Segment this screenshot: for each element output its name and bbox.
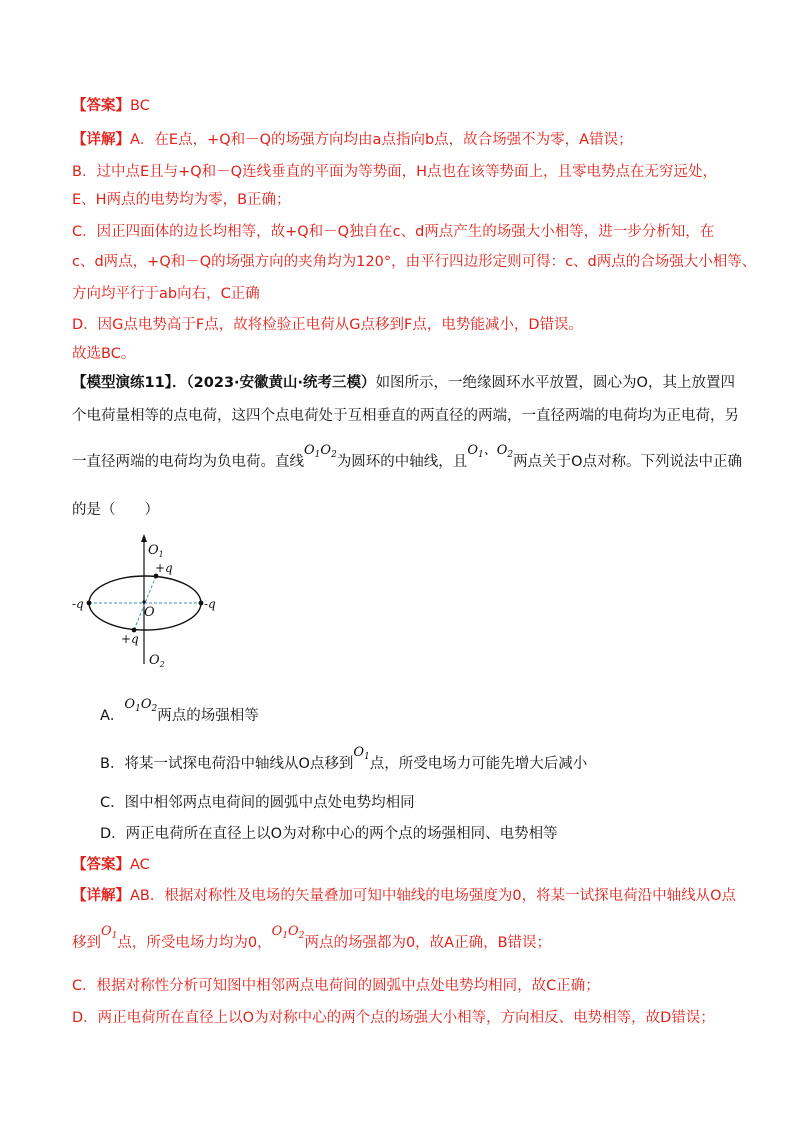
detail-line-c2: c、d两点，+Q和－Q的场强方向的夹角均为120°，由平行四边形定则可得：c、d两点的合场强大小相等、	[72, 254, 757, 270]
option-a-o1o2: $O_1O_2$	[124, 697, 158, 714]
option-a	[100, 697, 259, 731]
label-o2: $O_2$	[149, 653, 165, 669]
answer-line-1	[72, 96, 150, 116]
detail2-ab1-text: AB．根据对称性及电场的矢量叠加可知中轴线的电场强度为0，将某一试探电荷沿中轴线从O点	[130, 888, 737, 904]
label-neg-left: -q	[72, 597, 84, 611]
center-dot	[142, 600, 145, 603]
problem-tag: 【模型演练11】	[72, 375, 172, 391]
option-b-prefix: B．将某一试探电荷沿中轴线从O点移到	[100, 756, 354, 772]
charge-left-dot	[87, 601, 92, 606]
problem-source: ．（2023·安徽黄山·统考三模）	[171, 375, 376, 391]
detail2-tag: 【详解】	[72, 888, 130, 904]
label-o: O	[144, 605, 155, 620]
detail2-line-ab2	[72, 924, 552, 958]
o1-o2-label: $O_1$、$O_2$	[467, 443, 514, 460]
detail-line-d: D．因G点电势高于F点，故将检验正电荷从G点移到F点，电势能减小，D错误。	[72, 317, 583, 333]
answer-2-value: AC	[130, 857, 150, 873]
problem-text-3b: 为圆环的中轴线，且	[336, 454, 468, 470]
problem-text-3a: 一直径两端的电荷均为负电荷。直线	[72, 454, 304, 470]
answer-line-2	[72, 855, 150, 875]
option-b	[100, 745, 588, 779]
answer-tag: 【答案】	[72, 98, 130, 114]
label-pos-bottom: +q	[121, 632, 139, 646]
ring-figure	[72, 532, 232, 674]
option-b-o1: $O_1$	[353, 745, 370, 762]
conclusion-line: 故选BC。	[72, 346, 136, 362]
detail2-ab2-c: 两点的场强都为0，故A正确，B错误；	[304, 935, 552, 951]
option-a-prefix: A．	[100, 708, 125, 724]
detail2-line-c: C．根据对称性分析可知图中相邻两点电荷间的圆弧中点处电势均相同，故C正确；	[72, 978, 600, 994]
axis-arrow-icon	[141, 534, 147, 542]
detail-line-b1: B．过中点E且与+Q和－Q连线垂直的平面为等势面，H点也在该等势面上，且零电势点在无穷远处，	[72, 164, 717, 180]
problem-line-4: 的是（ ）	[72, 502, 159, 518]
detail2-o1: $O_1$	[101, 924, 118, 941]
detail2-line-d: D．两正电荷所在直径上以O为对称中心的两个点的场强大小相等，方向相反、电势相等，故D错误；	[72, 1010, 715, 1026]
detail-line-c1: C．因正四面体的边长均相等，故+Q和－Q独自在c、d两点产生的场强大小相等，进一步分析知，在	[72, 224, 715, 240]
problem-line-2: 个电荷量相等的点电荷，这四个点电荷处于互相垂直的两直径的两端，一直径两端的电荷均为正电荷，另	[72, 408, 739, 424]
detail2-line-ab1	[72, 886, 736, 906]
charge-right-dot	[199, 601, 204, 606]
problem-line-1	[72, 373, 735, 393]
label-pos-top: +q	[155, 561, 173, 575]
option-a-text: 两点的场强相等	[157, 708, 259, 724]
detail-line-c3: 方向均平行于ab向右，C正确	[72, 286, 260, 302]
detail2-ab2-a: 移到	[72, 935, 101, 951]
detail2-ab2-b: 点，所受电场力均为0，	[117, 935, 272, 951]
label-neg-right: -q	[204, 597, 216, 611]
problem-text-3c: 两点关于O点对称。下列说法中正确	[513, 454, 743, 470]
detail-tag: 【详解】	[72, 132, 130, 148]
detail-line-b2: E、H两点的电势均为零，B正确；	[72, 192, 291, 208]
option-c: C．图中相邻两点电荷间的圆弧中点处电势均相同	[100, 795, 415, 811]
o1o2-label: $O_1O_2$	[304, 443, 337, 460]
problem-text-1: 如图所示，一绝缘圆环水平放置，圆心为O，其上放置四	[375, 375, 735, 391]
option-d: D．两正电荷所在直径上以O为对称中心的两个点的场强相同、电势相等	[100, 826, 558, 842]
problem-line-3	[72, 443, 743, 477]
detail-a-text: A．在E点，+Q和－Q的场强方向均由a点指向b点，故合场强不为零，A错误；	[130, 132, 633, 148]
detail2-o1o2: $O_1O_2$	[271, 924, 305, 941]
answer-2-tag: 【答案】	[72, 857, 130, 873]
label-o1: $O_1$	[148, 543, 164, 559]
option-b-text: 点，所受电场力可能先增大后减小	[369, 756, 588, 772]
detail-line-a	[72, 130, 633, 150]
answer-value: BC	[130, 98, 150, 114]
